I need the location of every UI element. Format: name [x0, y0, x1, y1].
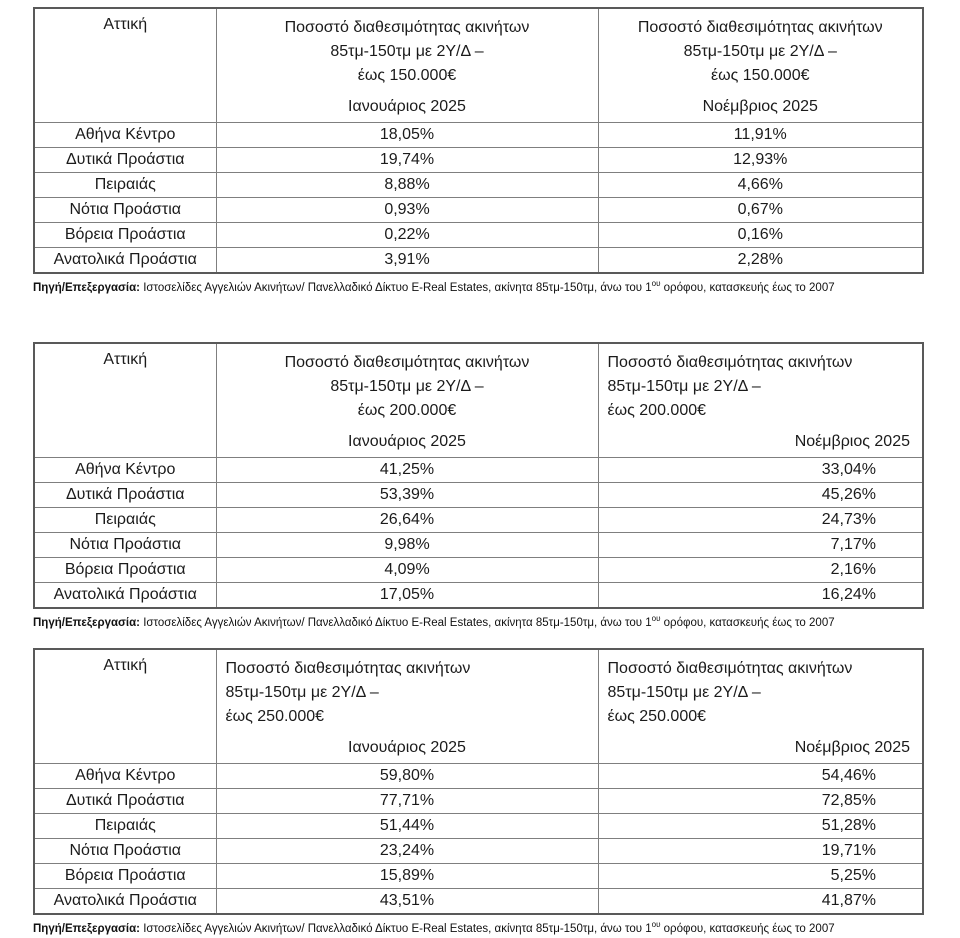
- header-title-line: Ποσοστό διαθεσιμότητας ακινήτων: [225, 659, 471, 677]
- november-value-cell: 16,24%: [598, 582, 923, 608]
- availability-table-250.000: [33, 648, 924, 915]
- november-header-month: Νοέμβριος 2025: [794, 432, 910, 450]
- region-cell: Δυτικά Προάστια: [34, 482, 216, 507]
- header-title-line: Ποσοστό διαθεσιμότητας ακινήτων: [607, 659, 853, 677]
- table-row: [34, 813, 923, 838]
- table-section-250.000: [33, 648, 922, 936]
- table-row: [34, 532, 923, 557]
- november-value-cell: 33,04%: [598, 457, 923, 482]
- november-value-cell: 0,67%: [598, 198, 923, 223]
- november-column-header: [598, 649, 923, 764]
- table-header-row: [34, 649, 923, 764]
- header-title-line: 85τμ-150τμ με 2Υ/Δ –: [683, 43, 837, 60]
- november-column-header: [598, 343, 923, 458]
- region-cell: Νότια Προάστια: [34, 198, 216, 223]
- january-value-cell: 77,71%: [216, 788, 598, 813]
- january-header-month: Ιανουάριος 2025: [348, 98, 466, 115]
- source-note-text-after: ορόφου, κατασκευής έως το 2007: [660, 281, 835, 294]
- january-value-cell: 23,24%: [216, 838, 598, 863]
- january-column-header: [216, 649, 598, 764]
- november-column-header: [598, 8, 923, 123]
- header-title-line: Ποσοστό διαθεσιμότητας ακινήτων: [284, 19, 530, 36]
- region-cell: Ανατολικά Προάστια: [34, 888, 216, 914]
- november-value-cell: 12,93%: [598, 148, 923, 173]
- january-column-header: [216, 343, 598, 458]
- november-header-title: [599, 351, 923, 423]
- region-column-header: Αττική: [34, 343, 216, 458]
- january-value-cell: 15,89%: [216, 863, 598, 888]
- header-title-line: 85τμ-150τμ με 2Υ/Δ –: [330, 43, 484, 60]
- region-cell: Ανατολικά Προάστια: [34, 248, 216, 274]
- source-note-label: Πηγή/Επεξεργασία:: [33, 281, 140, 294]
- november-value-cell: 2,16%: [598, 557, 923, 582]
- table-body: [34, 763, 923, 914]
- source-note-label: Πηγή/Επεξεργασία:: [33, 616, 140, 629]
- november-header-content: [599, 650, 923, 763]
- header-title-line: έως 250.000€: [607, 707, 707, 725]
- table-row: [34, 863, 923, 888]
- january-header-content: [217, 650, 598, 763]
- table-row: [34, 223, 923, 248]
- source-note: [33, 612, 922, 630]
- november-value-cell: 0,16%: [598, 223, 923, 248]
- source-note-superscript: ου: [651, 613, 661, 623]
- january-value-cell: 0,93%: [216, 198, 598, 223]
- header-title-line: έως 150.000€: [710, 67, 810, 84]
- table-row: [34, 507, 923, 532]
- source-note-text: Ιστοσελίδες Αγγελιών Ακινήτων/ Πανελλαδικό Δίκτυο E-Real Estates, ακίνητα 85τμ-150τμ, άνω του 1: [140, 616, 652, 629]
- header-title-line: 85τμ-150τμ με 2Υ/Δ –: [607, 683, 761, 701]
- table-section-200.000: [33, 342, 922, 630]
- source-note-text-after: ορόφου, κατασκευής έως το 2007: [660, 616, 835, 629]
- november-value-cell: 51,28%: [598, 813, 923, 838]
- source-note-label: Πηγή/Επεξεργασία:: [33, 922, 140, 935]
- november-header-title: [599, 657, 923, 729]
- november-value-cell: 11,91%: [598, 123, 923, 148]
- november-value-cell: 54,46%: [598, 763, 923, 788]
- january-value-cell: 9,98%: [216, 532, 598, 557]
- table-row: [34, 198, 923, 223]
- header-title-line: 85τμ-150τμ με 2Υ/Δ –: [225, 683, 379, 701]
- table-body: [34, 123, 923, 274]
- january-value-cell: 0,22%: [216, 223, 598, 248]
- table-row: [34, 482, 923, 507]
- november-header-month: Νοέμβριος 2025: [702, 98, 818, 115]
- january-value-cell: 3,91%: [216, 248, 598, 274]
- january-value-cell: 8,88%: [216, 173, 598, 198]
- header-title-line: Ποσοστό διαθεσιμότητας ακινήτων: [284, 353, 530, 371]
- january-value-cell: 43,51%: [216, 888, 598, 914]
- region-column-header: Αττική: [34, 8, 216, 123]
- january-header-content: [217, 9, 598, 122]
- table-row: [34, 148, 923, 173]
- header-title-line: έως 250.000€: [225, 707, 325, 725]
- tables-container: [33, 7, 960, 935]
- region-cell: Πειραιάς: [34, 507, 216, 532]
- november-header-title: [599, 16, 923, 88]
- header-title-line: έως 200.000€: [607, 401, 707, 419]
- region-cell: Πειραιάς: [34, 173, 216, 198]
- january-column-header: [216, 8, 598, 123]
- november-header-content: [599, 344, 923, 457]
- source-note-superscript: ου: [651, 279, 661, 288]
- january-value-cell: 59,80%: [216, 763, 598, 788]
- january-value-cell: 4,09%: [216, 557, 598, 582]
- table-row: [34, 248, 923, 274]
- table-header-row: [34, 8, 923, 123]
- january-header-title: [217, 16, 598, 88]
- availability-table-150.000: [33, 7, 924, 274]
- november-value-cell: 41,87%: [598, 888, 923, 914]
- january-header-title: [217, 657, 598, 729]
- january-value-cell: 19,74%: [216, 148, 598, 173]
- header-title-line: Ποσοστό διαθεσιμότητας ακινήτων: [637, 19, 883, 36]
- region-cell: Πειραιάς: [34, 813, 216, 838]
- november-header-content: [599, 9, 923, 122]
- table-row: [34, 557, 923, 582]
- header-title-line: 85τμ-150τμ με 2Υ/Δ –: [330, 377, 484, 395]
- source-note: [33, 918, 922, 936]
- table-row: [34, 173, 923, 198]
- november-value-cell: 7,17%: [598, 532, 923, 557]
- region-cell: Δυτικά Προάστια: [34, 148, 216, 173]
- region-cell: Ανατολικά Προάστια: [34, 582, 216, 608]
- header-title-line: έως 150.000€: [357, 67, 457, 84]
- header-title-line: έως 200.000€: [357, 401, 457, 419]
- region-column-header: Αττική: [34, 649, 216, 764]
- january-header-title: [217, 351, 598, 423]
- availability-table-200.000: [33, 342, 924, 609]
- november-value-cell: 72,85%: [598, 788, 923, 813]
- header-title-line: 85τμ-150τμ με 2Υ/Δ –: [607, 377, 761, 395]
- november-value-cell: 19,71%: [598, 838, 923, 863]
- region-cell: Νότια Προάστια: [34, 838, 216, 863]
- region-cell: Βόρεια Προάστια: [34, 863, 216, 888]
- november-value-cell: 4,66%: [598, 173, 923, 198]
- november-value-cell: 24,73%: [598, 507, 923, 532]
- region-cell: Νότια Προάστια: [34, 532, 216, 557]
- region-cell: Αθήνα Κέντρο: [34, 123, 216, 148]
- region-cell: Βόρεια Προάστια: [34, 223, 216, 248]
- november-value-cell: 45,26%: [598, 482, 923, 507]
- header-title-line: Ποσοστό διαθεσιμότητας ακινήτων: [607, 353, 853, 371]
- january-value-cell: 51,44%: [216, 813, 598, 838]
- source-note-text: Ιστοσελίδες Αγγελιών Ακινήτων/ Πανελλαδικό Δίκτυο E-Real Estates, ακίνητα 85τμ-150τμ, άνω του 1: [140, 281, 652, 294]
- region-cell: Αθήνα Κέντρο: [34, 763, 216, 788]
- january-header-month: Ιανουάριος 2025: [348, 738, 466, 756]
- january-header-month: Ιανουάριος 2025: [348, 432, 466, 450]
- november-header-month: Νοέμβριος 2025: [794, 738, 910, 756]
- source-note-text-after: ορόφου, κατασκευής έως το 2007: [660, 922, 835, 935]
- source-note-text: Ιστοσελίδες Αγγελιών Ακινήτων/ Πανελλαδικό Δίκτυο E-Real Estates, ακίνητα 85τμ-150τμ, άνω του 1: [140, 922, 652, 935]
- january-value-cell: 26,64%: [216, 507, 598, 532]
- region-cell: Βόρεια Προάστια: [34, 557, 216, 582]
- january-value-cell: 18,05%: [216, 123, 598, 148]
- region-cell: Αθήνα Κέντρο: [34, 457, 216, 482]
- january-value-cell: 41,25%: [216, 457, 598, 482]
- table-row: [34, 788, 923, 813]
- region-cell: Δυτικά Προάστια: [34, 788, 216, 813]
- table-row: [34, 457, 923, 482]
- table-row: [34, 763, 923, 788]
- january-value-cell: 53,39%: [216, 482, 598, 507]
- table-row: [34, 123, 923, 148]
- table-row: [34, 838, 923, 863]
- table-row: [34, 582, 923, 608]
- november-value-cell: 5,25%: [598, 863, 923, 888]
- table-section-150.000: [33, 7, 922, 295]
- table-header-row: [34, 343, 923, 458]
- table-row: [34, 888, 923, 914]
- source-note-superscript: ου: [651, 919, 661, 929]
- november-value-cell: 2,28%: [598, 248, 923, 274]
- january-header-content: [217, 344, 598, 457]
- table-body: [34, 457, 923, 608]
- january-value-cell: 17,05%: [216, 582, 598, 608]
- source-note: [33, 277, 922, 295]
